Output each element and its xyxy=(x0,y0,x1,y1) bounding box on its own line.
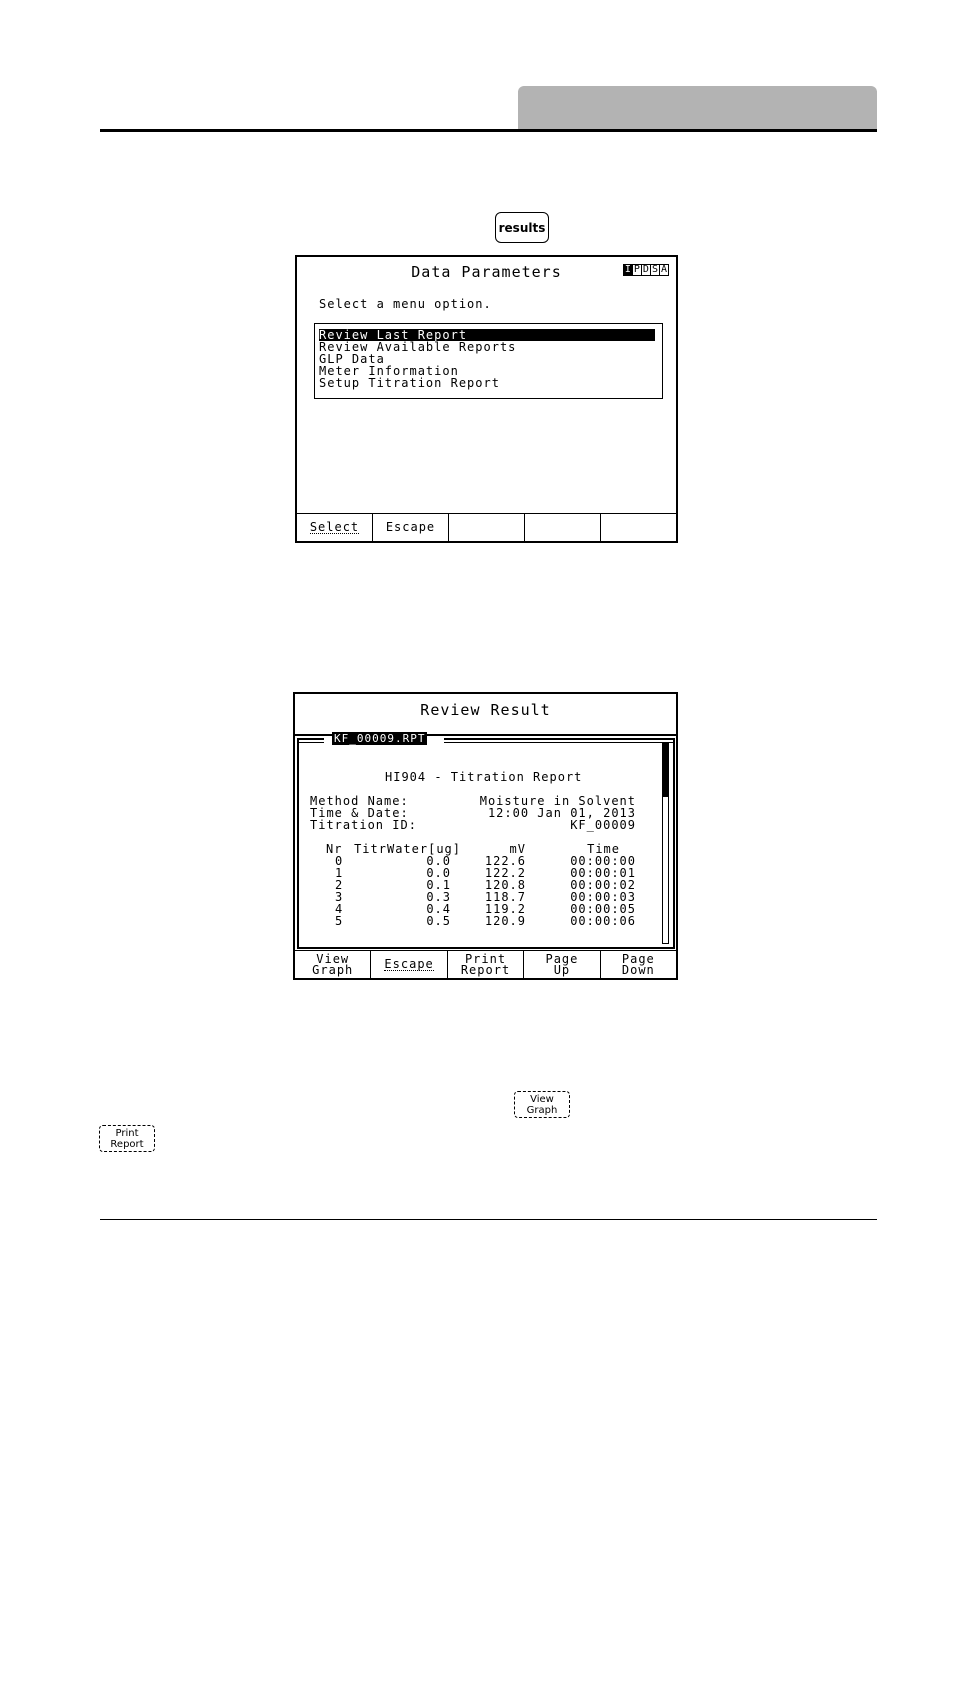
screen-title: Review Result xyxy=(420,701,551,719)
report-file-name: KF_00009.RPT xyxy=(334,732,426,745)
column-header-mv: mV xyxy=(509,842,526,856)
field-label-method-name: Method Name: xyxy=(310,794,409,808)
softkey-select[interactable]: Select xyxy=(297,514,373,541)
softkey-bar xyxy=(297,513,676,541)
softkey-page-down[interactable]: Page Down xyxy=(621,951,655,977)
print-report-key[interactable]: Print Report xyxy=(99,1125,155,1152)
field-label-titration-id: Titration ID: xyxy=(310,818,417,832)
table-row-time: 00:00:01 xyxy=(570,866,636,880)
results-key[interactable]: results xyxy=(495,212,549,243)
report-title: HI904 - Titration Report xyxy=(385,770,583,784)
table-row-water: 0.0 xyxy=(426,854,451,868)
table-row-nr: 5 xyxy=(335,914,344,928)
table-row-water: 0.5 xyxy=(426,914,451,928)
column-header-nr: Nr xyxy=(326,842,343,856)
table-row-time: 00:00:02 xyxy=(570,878,636,892)
table-row-water: 0.4 xyxy=(426,902,451,916)
menu-item-review-available-reports[interactable]: Review Available Reports xyxy=(319,340,517,354)
table-row-mv: 122.2 xyxy=(484,866,526,880)
field-label-time-date: Time & Date: xyxy=(310,806,409,820)
scrollbar-thumb[interactable] xyxy=(663,743,668,797)
mode-badge-s: S xyxy=(651,264,658,275)
view-graph-key[interactable]: View Graph xyxy=(514,1091,570,1118)
table-row-mv: 119.2 xyxy=(484,902,526,916)
table-row-mv: 120.8 xyxy=(484,878,526,892)
menu-item-setup-titration-report[interactable]: Setup Titration Report xyxy=(319,376,500,390)
table-row-water: 0.0 xyxy=(426,866,451,880)
table-row-mv: 122.6 xyxy=(484,854,526,868)
softkey-view-graph[interactable]: View Graph xyxy=(295,951,371,978)
mode-badges xyxy=(624,264,669,276)
column-header-titrwater: TitrWater[ug] xyxy=(354,842,461,856)
footer-rule xyxy=(100,1219,877,1220)
table-row-mv: 118.7 xyxy=(484,890,526,904)
table-row-water: 0.3 xyxy=(426,890,451,904)
report-viewer xyxy=(297,732,675,949)
mode-badge-p: P xyxy=(633,264,640,275)
mode-badge-i: I xyxy=(624,264,631,275)
field-value-titration-id: KF_00009 xyxy=(570,818,636,832)
softkey-3[interactable] xyxy=(449,514,525,541)
mode-badge-a: A xyxy=(660,264,667,275)
data-parameters-screen xyxy=(295,255,678,543)
table-row-nr: 2 xyxy=(335,878,344,892)
softkey-page-up[interactable]: Page Up xyxy=(524,951,600,978)
softkey-escape[interactable]: Escape xyxy=(371,951,447,978)
table-row-water: 0.1 xyxy=(426,878,451,892)
menu-item-review-last-report[interactable]: Review Last Report xyxy=(319,329,655,341)
table-row-time: 00:00:03 xyxy=(570,890,636,904)
header-tab xyxy=(518,86,877,130)
table-row-nr: 3 xyxy=(335,890,344,904)
softkey-4[interactable] xyxy=(525,514,601,541)
menu-item-glp-data[interactable]: GLP Data xyxy=(319,352,385,366)
table-row-mv: 120.9 xyxy=(484,914,526,928)
report-scrollbar[interactable] xyxy=(662,742,669,944)
screen-title: Data Parameters xyxy=(411,263,562,281)
softkey-print-report[interactable]: Print Report xyxy=(448,951,524,978)
table-row-time: 00:00:06 xyxy=(570,914,636,928)
softkey-5[interactable] xyxy=(601,514,676,541)
field-value-method-name: Moisture in Solvent xyxy=(479,794,636,808)
mode-badge-d: D xyxy=(642,264,649,275)
softkey-bar xyxy=(295,950,676,978)
header-rule xyxy=(100,129,877,132)
table-row-nr: 1 xyxy=(335,866,344,880)
column-header-time: Time xyxy=(587,842,620,856)
menu-prompt: Select a menu option. xyxy=(319,297,492,311)
review-result-screen xyxy=(293,692,678,980)
softkey-escape[interactable]: Escape xyxy=(373,514,449,541)
table-row-nr: 0 xyxy=(335,854,344,868)
field-value-time-date: 12:00 Jan 01, 2013 xyxy=(487,806,636,820)
menu-item-meter-information[interactable]: Meter Information xyxy=(319,364,459,378)
menu-list xyxy=(314,323,663,399)
table-row-nr: 4 xyxy=(335,902,344,916)
table-row-time: 00:00:05 xyxy=(570,902,636,916)
table-row-time: 00:00:00 xyxy=(570,854,636,868)
